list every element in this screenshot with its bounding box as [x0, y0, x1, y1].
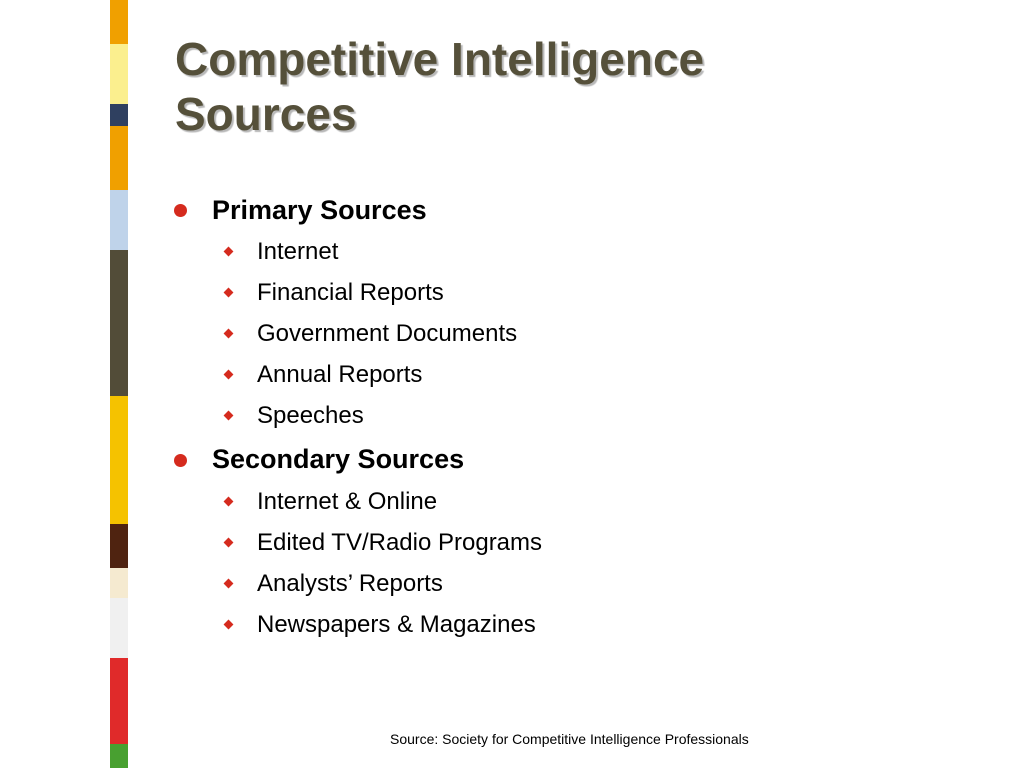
diamond-bullet-icon	[224, 579, 234, 589]
list-item: Internet & Online	[257, 488, 438, 515]
source-footnote: Source: Society for Competitive Intelligence Professionals	[390, 731, 749, 747]
diamond-bullet-icon	[224, 370, 234, 380]
round-bullet-icon	[174, 454, 187, 467]
list-item: Speeches	[257, 402, 364, 429]
section-heading-primary-sources: Primary Sources	[212, 195, 427, 225]
section-heading-secondary-sources: Secondary Sources	[212, 444, 465, 474]
list-item: Edited TV/Radio Programs	[257, 529, 543, 556]
diamond-bullet-icon	[224, 538, 234, 548]
slide-title-line-1: Competitive Intelligence	[175, 33, 705, 85]
list-item: Newspapers & Magazines	[257, 611, 536, 638]
round-bullet-icon	[174, 204, 187, 217]
list-item: Internet	[257, 238, 339, 265]
diamond-bullet-icon	[224, 288, 234, 298]
diamond-bullet-icon	[224, 411, 234, 421]
list-item: Government Documents	[257, 320, 518, 347]
diamond-bullet-icon	[224, 620, 234, 630]
diamond-bullet-icon	[224, 247, 234, 257]
list-item: Annual Reports	[257, 361, 423, 388]
slide-title-line-2: Sources	[175, 88, 357, 140]
diamond-bullet-icon	[224, 329, 234, 339]
list-item: Analysts’ Reports	[257, 570, 443, 597]
list-item: Financial Reports	[257, 279, 444, 306]
diamond-bullet-icon	[224, 497, 234, 507]
